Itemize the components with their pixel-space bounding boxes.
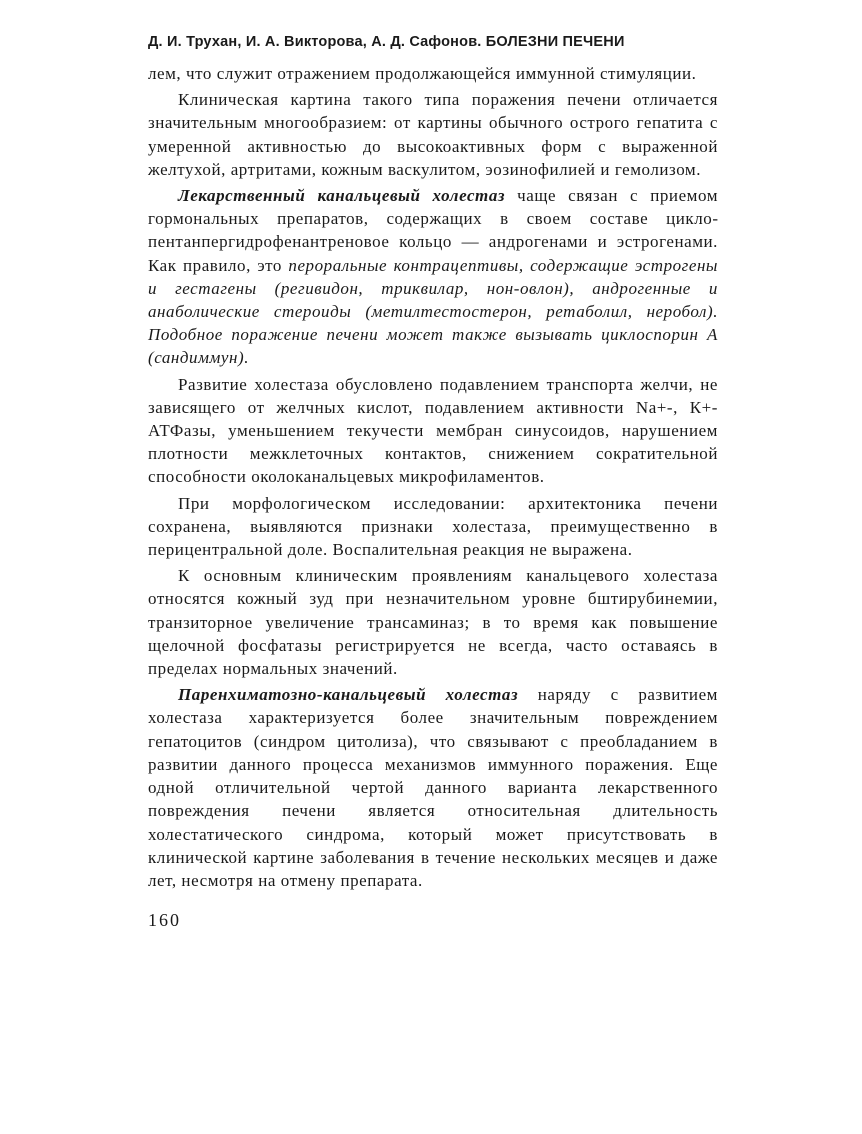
paragraph-clinical-picture: Клиническая картина такого типа поражения печени отличается значительным многообразием: от картины обычного острого гепатита с умеренной активностью до высокоактивных форм с выраженной желтухой, артритами, кожным васкулитом, эозинофилией и гемолизом.: [148, 90, 718, 179]
paragraph-canalicular-text: чаще связан с приемом гормональных препаратов, содержащих в своем составе циклопентанпергидрофенантреновое кольцо — андрогенами и эстрогенами. Как правило, это: [148, 186, 719, 275]
paragraph-continued: лем, что служит отражением продолжающейся иммунной стимуляции.: [148, 64, 697, 83]
paragraph-canalicular-cholestasis: [148, 184, 718, 370]
paragraph-cholestasis-mechanism: Развитие холестаза обусловлено подавлением транспорта желчи, не зависящего от желчных кислот, подавлением активности Na+-, К+-АТФазы, уменьшением текучести мембран синусоидов, нарушением плотности межклеточных контактов, снижением сократительной способности околоканальцевых микрофиламентов.: [148, 374, 718, 487]
paragraph-parenchymal-text: наряду с развитием холестаза характеризуется более значительным повреждением гепатоцитов (синдром цитолиза), что связывают с преобладанием в развитии данного процесса механизмов иммунного поражения. Еще одной отличительной чертой данного варианта лекарственного повреждения печени является относительная длительность холестатического синдрома, который может присутствовать в клинической картине заболевания в течение нескольких месяцев и даже лет, несмотря на отмену препарата.: [148, 685, 718, 890]
paragraph-morphology: При морфологическом исследовании: архитектоника печени сохранена, выявляются признаки холестаза, преимущественно в перицентральной доле. Воспалительная реакция не выражена.: [148, 493, 718, 560]
running-header: Д. И. Трухан, И. А. Викторова, А. Д. Сафонов. БОЛЕЗНИ ПЕЧЕНИ: [148, 34, 625, 50]
term-parenchymal-cholestasis: Паренхиматозно-канальцевый холестаз: [178, 685, 519, 705]
page-number: 160: [148, 910, 181, 931]
page-body: [148, 62, 718, 892]
paragraph-clinical-manifestations: К основным клиническим проявлениям канальцевого холестаза относятся кожный зуд при незначительном уровне бштирубинемии, транзиторное увеличение трансаминаз; в то время как повышение щелочной фосфатазы регистрируется не всегда, часто оставаясь в пределах нормальных значений.: [148, 566, 718, 679]
term-canalicular-cholestasis: Лекарственный канальцевый холестаз: [178, 186, 506, 206]
paragraph-parenchymal-cholestasis: [148, 683, 718, 892]
paragraph-canalicular-drugs: пероральные контрацептивы, содержащие эстрогены и гестагены (регивидон, триквилар, нон-овлон), андрогенные и анаболические стероиды (метилтестостерон, ретаболил, неробол). Подобное поражение печени может также вызывать циклоспорин А (сандиммун).: [148, 255, 718, 368]
book-page: [148, 34, 718, 931]
